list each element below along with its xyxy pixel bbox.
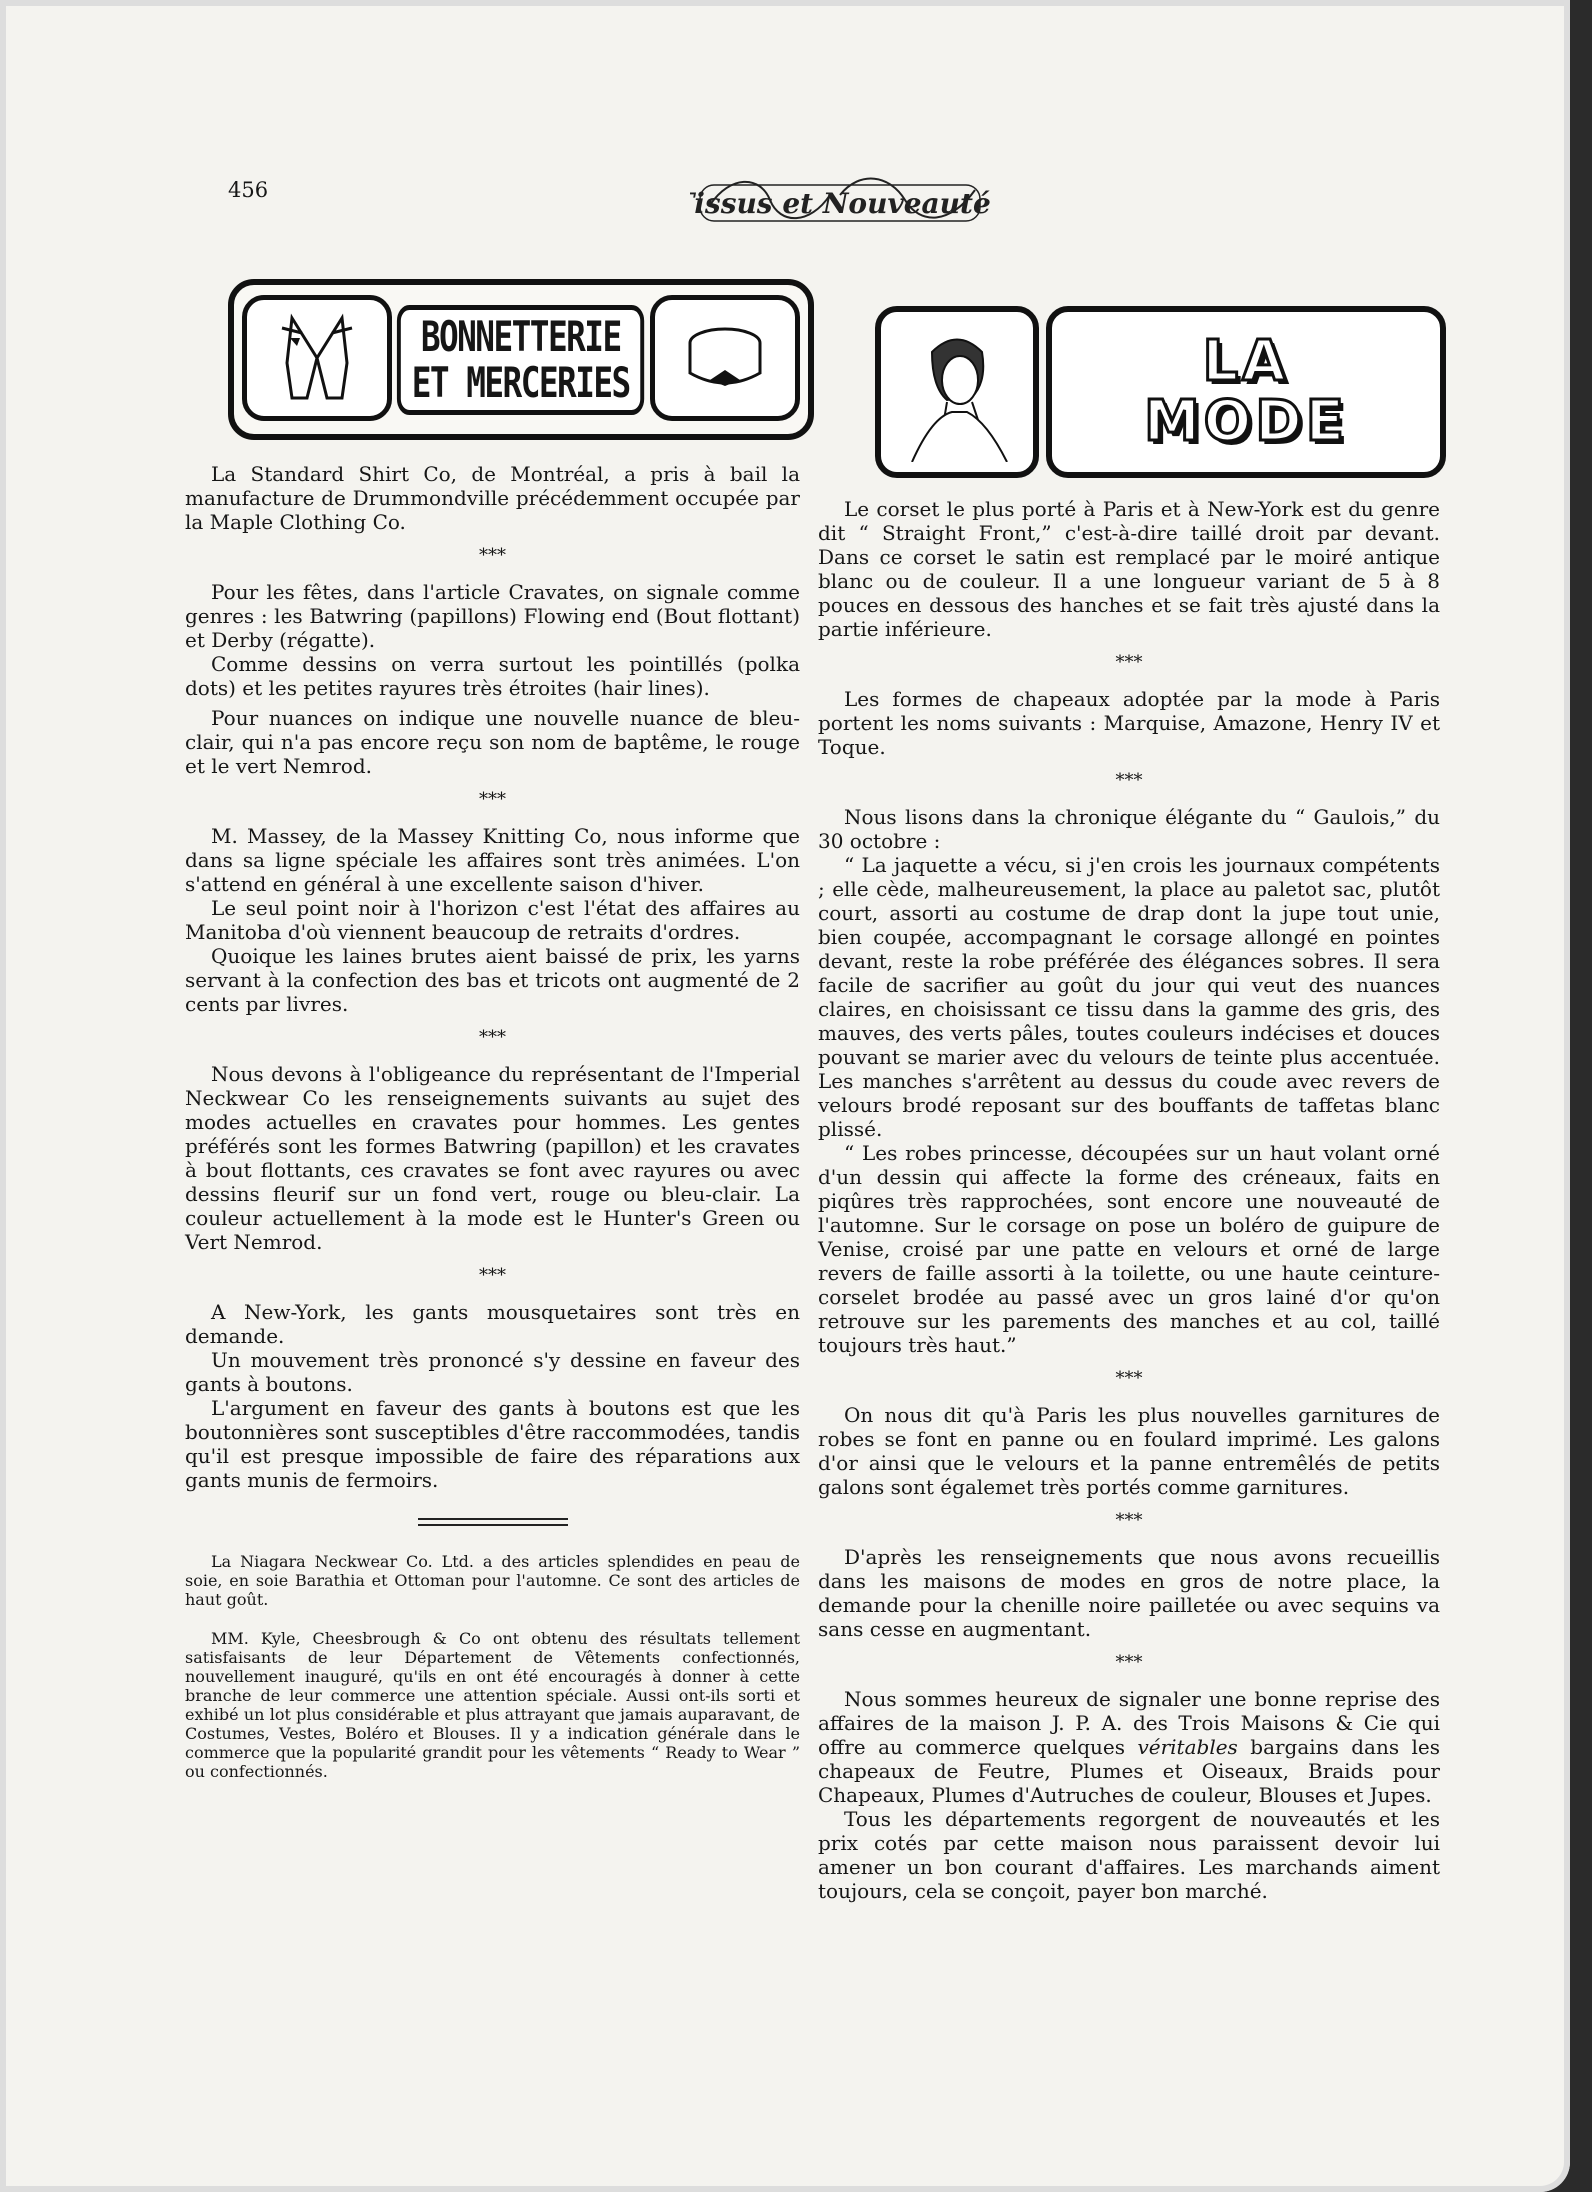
separator: *** (1115, 1368, 1143, 1389)
paragraph: Un mouvement très prononcé s'y dessine en faveur des gants à boutons. (185, 1348, 800, 1396)
collar-icon-box (650, 295, 800, 421)
notice: La Niagara Neckwear Co. Ltd. a des articles splendides en peau de soie, en soie Barathia et Ottoman pour l'automne. Ce sont des articles de haut goût. (185, 1552, 800, 1609)
paragraph: “ Les robes princesse, découpées sur un haut volant orné d'un dessin qui affecte la forme des créneaux, faits en piqûres très rapprochées, sont encore une nouveauté de l'automne. Sur le corsage on pose un boléro de guipure de Venise, croisé par une patte en velours et orné de large revers de faille assorti à la toilette, ou une haute ceinture-corselet brodée au passé avec un gros lainé d'or qu'on retrouve sur les parements des manches et au col, taillé toujours très haut.” (818, 1141, 1440, 1357)
paragraph: M. Massey, de la Massey Knitting Co, nous informe que dans sa ligne spéciale les affaires sont très animées. L'on s'attend en général à une excellente saison d'hiver. (185, 824, 800, 896)
paragraph: A New-York, les gants mousquetaires sont très en demande. (185, 1300, 800, 1348)
paragraph: L'argument en faveur des gants à boutons est que les boutonnières sont susceptibles d'être raccommodées, tandis qu'il est presque impossible de faire des réparations aux gants munis de fermoirs. (185, 1396, 800, 1492)
paragraph: La Standard Shirt Co, de Montréal, a pris à bail la manufacture de Drummondville précédemment occupée par la Maple Clothing Co. (185, 462, 800, 534)
separator: *** (1115, 1510, 1143, 1531)
gloves-icon (262, 308, 372, 408)
collar-icon (670, 308, 780, 408)
paragraph: Comme dessins on verra surtout les pointillés (polka dots) et les petites rayures très étroites (hair lines). (185, 652, 800, 700)
paragraph: Quoique les laines brutes aient baissé de prix, les yarns servant à la confection des bas et tricots ont augmenté de 2 cents par livres. (185, 944, 800, 1016)
masthead-logo (690, 165, 990, 235)
paragraph: Nous lisons dans la chronique élégante du “ Gaulois,” du 30 octobre : (818, 805, 1440, 853)
masthead-ornament-icon (690, 165, 990, 235)
paragraph: “ La jaquette a vécu, si j'en crois les journaux compétents ; elle cède, malheureusement, la place au paletot sac, plutôt court, assorti au costume de drap dont la jupe tout unie, bien coupée, accompagnant le corsage allongé en pointes devant, reste la robe préférée des élégances sobres. Il sera facile de sacrifier au goût du jour qui veut des nuances claires, en choisissant ce tissu dans la gamme des gris, des mauves, des verts pâles, toutes couleurs indécises et douces pouvant se marier avec du velours de teinte plus accentuée. Les manches s'arrêtent au dessus du coude avec revers de velours brodé reposant sur des bouffants de taffetas blanc plissé. (818, 853, 1440, 1141)
separator: *** (479, 1027, 506, 1048)
notice: MM. Kyle, Cheesbrough & Co ont obtenu des résultats tellement satisfaisants de leur Département de Vêtements confectionnés, nouvellement inauguré, qu'ils en ont été encouragés à donner à cette branche de leur commerce une attention spéciale. Aussi ont-ils sorti et exhibé un lot plus considérable et plus attrayant que jamais auparavant, de Costumes, Vestes, Boléro et Blouses. Il y a indication générale dans le commerce que la popularité grandit pour les vêtements “ Ready to Wear ” ou confectionnés. (185, 1629, 800, 1781)
separator: *** (1115, 1652, 1143, 1673)
la-mode-title-box (1046, 306, 1446, 478)
separator: *** (479, 789, 506, 810)
paragraph: Pour les fêtes, dans l'article Cravates, on signale comme genres : les Batwring (papillons) Flowing end (Bout flottant) et Derby (régatte). (185, 580, 800, 652)
paragraph: Tous les départements regorgent de nouveautés et les prix cotés par cette maison nous paraissent devoir lui amener un bon courant d'affaires. Les marchands aiment toujours, cela se conçoit, payer bon marché. (818, 1807, 1440, 1903)
separator: *** (1115, 652, 1143, 673)
paragraph: D'après les renseignements que nous avons recueillis dans les maisons de modes en gros de notre place, la demande pour la chenille noire pailletée ou avec sequins va sans cesse en augmentant. (818, 1545, 1440, 1641)
left-column (185, 462, 800, 1781)
page-number: 456 (228, 178, 269, 202)
masthead-text: Tissus et Nouveautés (690, 187, 990, 220)
right-column (818, 497, 1440, 1903)
banner-bonnetterie (228, 279, 814, 440)
paragraph: Nous sommes heureux de signaler une bonne reprise des affaires de la maison J. P. A. des Trois Maisons & Cie qui offre au commerce quelques véritables bargains dans les chapeaux de Feutre, Plumes et Oiseaux, Braids pour Chapeaux, Plumes d'Autruches de couleur, Blouses et Jupes. (818, 1687, 1441, 1807)
gloves-icon-box (242, 295, 392, 421)
small-notices (185, 1552, 800, 1781)
paragraph: Le corset le plus porté à Paris et à New-York est du genre dit “ Straight Front,” c'est-à-dire taillé droit par devant. Dans ce corset le satin est remplacé par le moiré antique blanc ou de couleur. Il a une longueur variant de 5 à 8 pouces en dessous des hanches et se fait très ajusté dans la partie inférieure. (818, 497, 1440, 641)
woman-portrait-box (875, 306, 1039, 478)
paragraph: On nous dit qu'à Paris les plus nouvelles garnitures de robes se font en panne ou en foulard imprimé. Les galons d'or ainsi que le velours et la panne entremêlés de petits galons sont égalemet très portés comme garnitures. (818, 1403, 1440, 1499)
separator: *** (479, 545, 506, 566)
paragraph: Nous devons à l'obligeance du représentant de l'Imperial Neckwear Co les renseignements suivants au sujet des modes actuelles en cravates pour hommes. Les gentes préférés sont les formes Batwring (papillon) et les cravates à bout flottants, ces cravates se font avec rayures ou avec dessins fleurif sur un fond vert, rouge ou bleu-clair. La couleur actuellement à la mode est le Hunter's Green ou Vert Nemrod. (185, 1062, 800, 1254)
paragraph: Pour nuances on indique une nouvelle nuance de bleu-clair, qui n'a pas encore reçu son nom de baptême, le rouge et le vert Nemrod. (185, 706, 800, 778)
paragraph: Le seul point noir à l'horizon c'est l'état des affaires au Manitoba d'où viennent beaucoup de retraits d'ordres. (185, 896, 800, 944)
double-rule (418, 1518, 568, 1526)
la-mode-title: LA MODE (1143, 329, 1349, 454)
woman-portrait-icon (892, 322, 1022, 462)
separator: *** (1115, 770, 1143, 791)
paragraph: Les formes de chapeaux adoptée par la mode à Paris portent les noms suivants : Marquise, Amazone, Henry IV et Toque. (818, 687, 1440, 759)
bonnetterie-title: BONNETTERIE ET MERCERIES (397, 305, 645, 415)
separator: *** (479, 1265, 506, 1286)
